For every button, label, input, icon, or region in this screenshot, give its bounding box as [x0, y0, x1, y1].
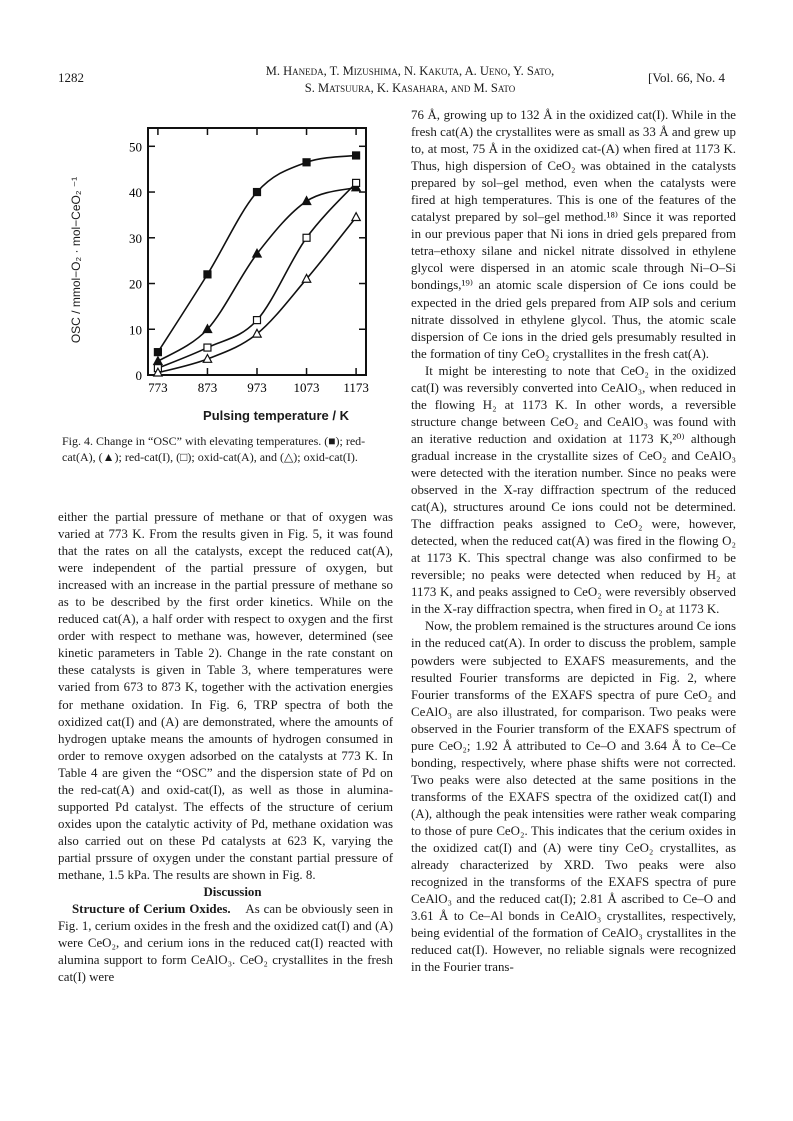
data-point: [303, 159, 310, 166]
section-heading: Discussion: [203, 885, 262, 900]
authors-line-1: M. Haneda, T. Mizushima, N. Kakuta, A. Ueno, Y. Sato,: [265, 64, 555, 78]
data-point: [352, 213, 360, 221]
runin-heading: Structure of Cerium Oxides.: [72, 902, 231, 917]
paragraph: [58, 901, 393, 986]
left-column: [58, 509, 393, 986]
y-tick-label: 30: [129, 230, 142, 246]
authors-line-2: S. Matsuura, K. Kasahara, and M. Sato: [304, 81, 516, 95]
figure-4: [56, 120, 396, 440]
data-point: [353, 152, 360, 159]
paragraph: It might be interesting to note that CeO₂ in the oxidized cat(I) was reversibly converted into CeAlO₃, when reduced in the flowing H₂ at 1173 K. In other words, a reversible structure change between CeO₂ and CeAlO₃ was found with an iterative reduction and oxidation at 1173 K,²⁰⁾ although gradual increase in the crystallite sizes of CeO₂ and CeAlO₃ were detected with the iteration number. Since no peaks were observed in the X-ray diffraction spectrum of the reduced cat(A), structures around Ce ions could not be determined. The diffraction peaks assigned to CeO₂ were, however, detected, when the reduced cat(A) was fired in the flowing O₂ at 1173 K. This spectral change was also confirmed to be reversible; no peaks were detected when reduced by H₂ at 1173 K, and peaks assigned to CeO₂ were reversibly observed in the X-ray diffraction spectra, when fired in O₂ at 1173 K.: [411, 363, 736, 617]
y-axis-label: OSC / mmol−O₂ · mol−CeO₂ ⁻¹: [69, 176, 83, 344]
data-point: [154, 349, 161, 356]
y-tick-label: 0: [135, 368, 142, 383]
data-point: [303, 234, 310, 241]
y-tick-label: 40: [129, 185, 142, 201]
x-tick-label: 773: [148, 380, 168, 395]
x-tick-label: 973: [247, 380, 267, 395]
data-point: [204, 344, 211, 351]
osc-chart: [56, 120, 396, 410]
paragraph: Now, the problem remained is the structures around Ce ions in the reduced cat(A). In order to discuss the problem, sample powders were subjected to EXAFS measurements, and the resulted Fourier transforms are depicted in Fig. 2, where Fourier transforms of the EXAFS spectra of pure CeO₂ and CeAlO₃ are also illustrated, for comparison. Two peaks were observed in the Fourier transform of the EXAFS spectrum of pure CeO₂; 1.92 Å attributed to Ce–O and 3.64 Å to Ce–Ce bonding, respectively, where phase shifts were not corrected. Two peaks were also detected at the same positions in the transforms of the EXAFS spectra of the oxidized cat(I) and (A), although the peak intensities were rather weak comparing to those of pure CeO₂. This indicates that the cerium oxides in the oxidized cat(I) and (A) were tiny CeO₂ crystallites, as already characterized by XRD. Two peaks were also recognized in the transforms of the EXAFS spectra of pure CeAlO₃ and the reduced cat(I); 2.81 Å ascribed to Ce–O and 3.61 Å to Ce–Al bonds in CeAlO₃ crystallites, respectively, being evidential of the formation of CeAlO₃ crystallites in the reduced cat(I). However, no reliable signals were recognized in the Fourier trans-: [411, 619, 736, 975]
x-axis-label: Pulsing temperature / K: [203, 408, 349, 423]
paragraph: either the partial pressure of methane or that of oxygen was varied at 773 K. From the results given in Fig. 5, it was found that the rates on all the catalysts, except the reduced cat(A), were independent of the partial pressure of oxygen, but increased with an increase in the partial pressure of methane so as to be described by the first order kinetics. While on the reduced cat(A), a half order with respect to oxygen and the first order with respect to methane was, however, determined (see kinetic parameters in Table 2). Change in the rate constant on these catalysts is given in Table 3, where temperatures were varied from 673 to 873 K, together with the activation energies for methane oxidation. In Fig. 6, TRP spectra of both the oxidized cat(I) and (A) are demonstrated, where the amounts of hydrogen uptake means the amounts of hydrogen consumed in order to remove oxygen adsorbed on the catalysts at 773 K. In Table 4 are given the “OSC” and the dispersion state of Pd on the red-cat(A) and oxid-cat(I), as well as those in alumina-supported Pd catalyst. The effects of the structure of cerium oxides upon the catalytic activity of Pd, methane oxidation was also carried out on these Pd catalysts at 623 K, varying the partial prssure of oxygen under the constant partial pressure of methane, 1.5 kPa. The results are shown in Fig. 8.: [58, 510, 393, 882]
y-tick-label: 10: [129, 322, 142, 338]
y-tick-label: 50: [129, 139, 142, 155]
data-point: [204, 271, 211, 278]
y-axis-label-wrap: [62, 150, 90, 370]
figure-caption: Fig. 4. Change in “OSC” with elevating temperatures. (■); red-cat(A), (▲); red-cat(I), (□); oxid-cat(A), and (△); oxid-cat(I).: [62, 434, 366, 464]
running-header-authors: [200, 63, 620, 97]
series-line-3: [158, 217, 356, 373]
x-tick-label: 1173: [343, 380, 369, 395]
data-point: [302, 197, 310, 205]
right-column: [411, 107, 736, 976]
x-tick-label: 873: [197, 380, 218, 395]
volume-label: [Vol. 66, No. 4: [648, 70, 726, 85]
page-number: 1282: [58, 70, 84, 85]
paragraph: 76 Å, growing up to 132 Å in the oxidized cat(I). While in the fresh cat(A) the crystallites were as small as 33 Å and grew up to, at most, 75 Å in the oxidized cat-(A) when fired at 1173 K. Thus, high dispersion of CeO₂ was obtained in the catalysts prepared by sol–gel method, even when the catalysts were fired at high temperatures. This is one of the features of the catalyst prepared by sol–gel method.¹⁸⁾ Since it was reported in our previous paper that Ni ions in dried gels prepared from tetra–ethoxy silane and nickel nitrate dissolved in ethylene glycol were dispersed in an atomic scale through Ni–O–Si bondings,¹⁹⁾ an atomic scale dispersion of Ce ions could be expected in the dried gels prepared from AIP sols and cerium nitrate dissolved in ethylene glycol. Thus, the atomic scale dispersion of Ce ions in the dried gels presumably resulted in the formation of tiny CeO₂ crystallites in the fresh cat(A).: [411, 108, 736, 361]
data-point: [254, 189, 261, 196]
x-tick-label: 1073: [293, 380, 320, 395]
data-point: [154, 357, 162, 365]
y-tick-label: 20: [129, 276, 142, 292]
series-line-2: [158, 183, 356, 368]
data-point: [254, 317, 261, 324]
paragraph-text: As can be obviously seen in Fig. 1, cerium oxides in the fresh and the oxidized cat(I) and (A) were CeO₂, and cerium ions in the reduced cat(I) reacted with alumina support to form CeAlO₃. CeO₂ crystallites in the fresh cat(I) were: [58, 902, 394, 985]
data-point: [353, 179, 360, 186]
